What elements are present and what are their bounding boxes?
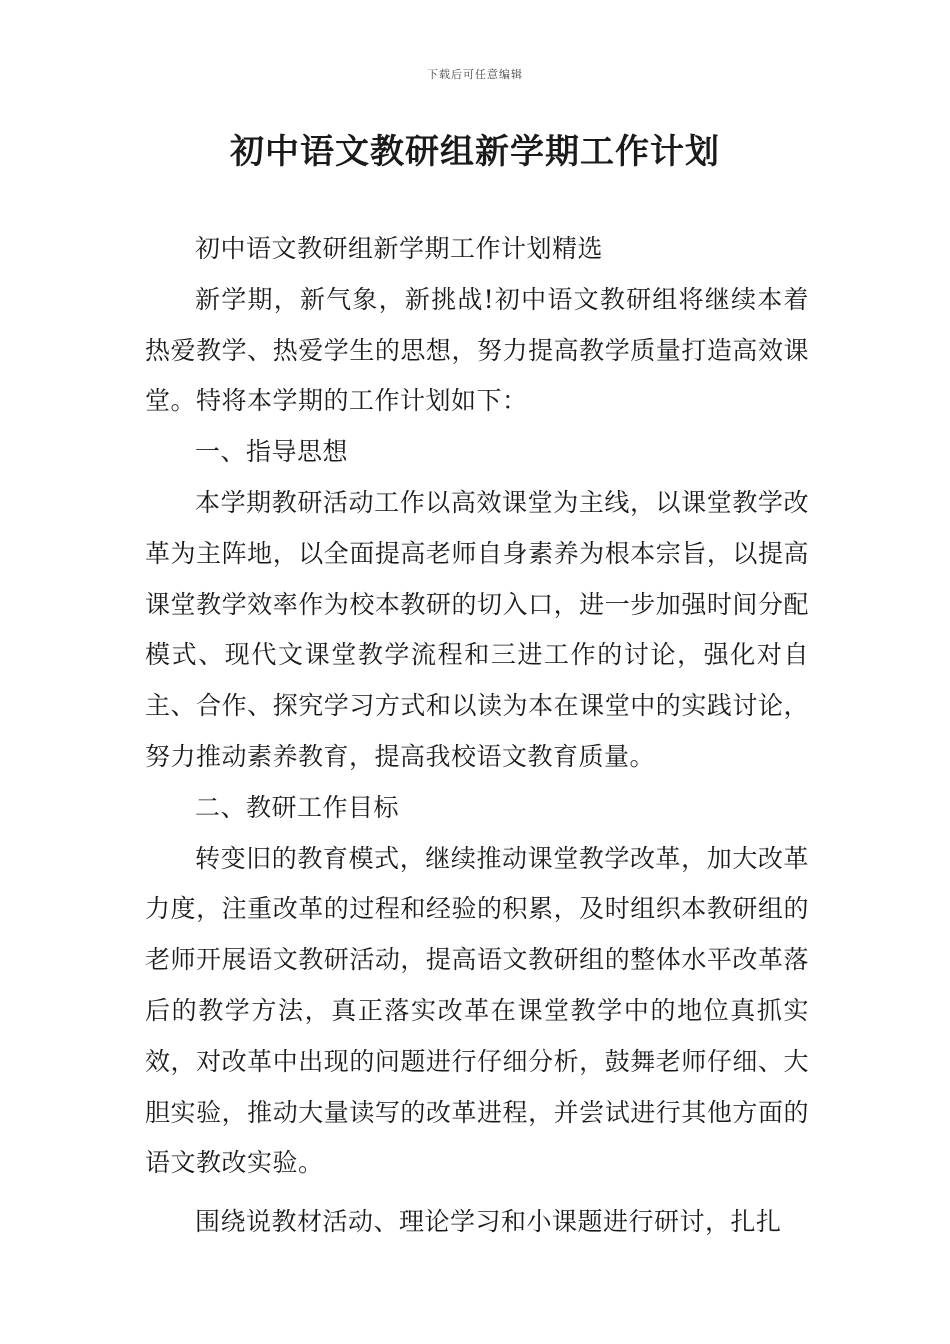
section-heading-research-goals: 二、教研工作目标 (195, 792, 400, 822)
section-heading-guiding-ideology: 一、指导思想 (195, 437, 349, 467)
paragraph-guiding-ideology: 本学期教研活动工作以高效课堂为主线，以课堂教学改革为主阵地，以全面提高老师自身素养为根本宗旨，以提高课堂教学效率作为校本教研的切入口，进一步加强时间分配模式、现代文课堂教学流程和三进工作的讨论，强化对自主、合作、探究学习方式和以读为本在课堂中的实践讨论，努力推动素养教育，提高我校语文教育质量。 (145, 487, 809, 771)
document-body (145, 224, 809, 1248)
paragraph-subtitle: 初中语文教研组新学期工作计划精选 (195, 234, 604, 263)
header-note: 下载后可任意编辑 (427, 68, 523, 81)
paragraph-research-goals: 转变旧的教育模式，继续推动课堂教学改革，加大改革力度，注重改革的过程和经验的积累，及时组织本教研组的老师开展语文教研活动，提高语文教研组的整体水平改革落后的教学方法，真正落实改革在课堂教学中的地位真抓实效，对改革中出现的问题进行仔细分析，鼓舞老师仔细、大胆实验，推动大量读写的改革进程，并尝试进行其他方面的语文教改实验。 (145, 843, 809, 1178)
paragraph-intro: 新学期，新气象，新挑战!初中语文教研组将继续本着热爱教学、热爱学生的思想，努力提高教学质量打造高效课堂。特将本学期的工作计划如下： (145, 284, 809, 416)
paragraph-seminar-activities: 围绕说教材活动、理论学习和小课题进行研讨，扎扎 (195, 1207, 782, 1237)
document-title: 初中语文教研组新学期工作计划 (230, 132, 720, 172)
